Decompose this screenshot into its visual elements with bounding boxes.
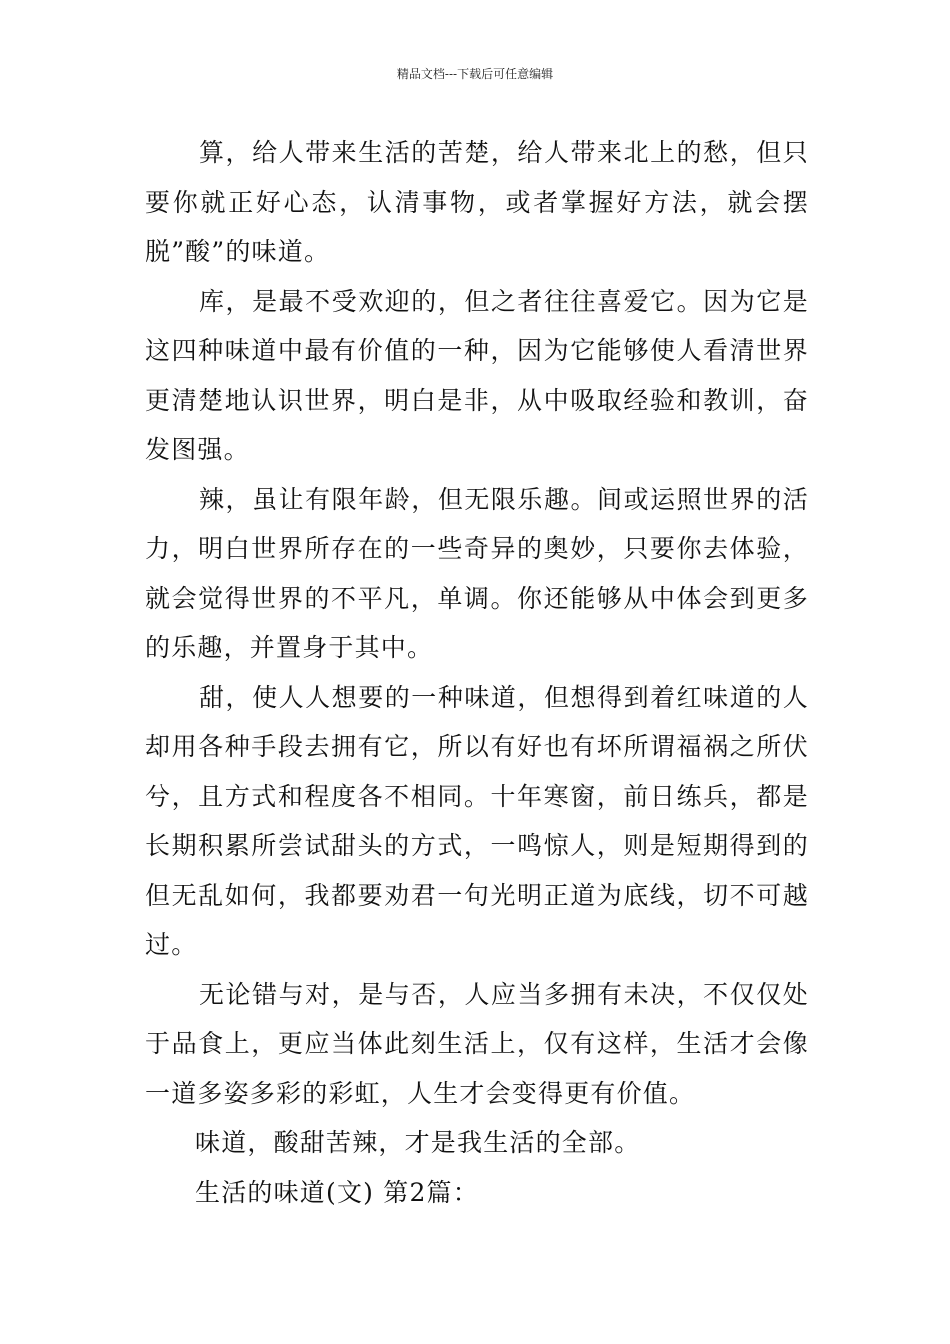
paragraph-bitter: 库，是最不受欢迎的，但之者往往喜爱它。因为它是这四种味道中最有价值的一种，因为它能够使人看清世界更清楚地认识世界，明白是非，从中吸取经验和教训，奋发图强。: [145, 286, 809, 464]
paragraph-summary: 味道，酸甜苦辣，才是我生活的全部。: [195, 1128, 641, 1157]
paragraph-sweet: 甜，使人人想要的一种味道，但想得到着红味道的人却用各种手段去拥有它，所以有好也有坏所谓福祸之所伏兮，且方式和程度各不相同。十年寒窗，前日练兵，都是长期积累所尝试甜头的方式，一鸣惊人，则是短期得到的但无乱如何，我都要劝君一句光明正道为底线，切不可越过。: [145, 682, 809, 959]
page-header: 精品文档---下载后可任意编辑: [396, 67, 554, 81]
paragraph-conclusion: 无论错与对，是与否，人应当多拥有未决，不仅仅处于品食上，更应当体此刻生活上，仅有这样，生活才会像一道多姿多彩的彩虹，人生才会变得更有价值。: [145, 979, 809, 1108]
paragraph-spicy: 辣，虽让有限年龄，但无限乐趣。间或运照世界的活力，明白世界所存在的一些奇异的奥妙，只要你去体验，就会觉得世界的不平凡，单调。你还能够从中体会到更多的乐趣，并置身于其中。: [145, 484, 809, 662]
paragraph-sour: 算，给人带来生活的苦楚，给人带来北上的愁，但只要你就正好心态，认清事物，或者掌握好方法，就会摆脱”酸”的味道。: [145, 138, 809, 266]
section-heading: 生活的味道(文) 第2篇：: [195, 1177, 479, 1207]
document-body: [145, 128, 809, 1217]
